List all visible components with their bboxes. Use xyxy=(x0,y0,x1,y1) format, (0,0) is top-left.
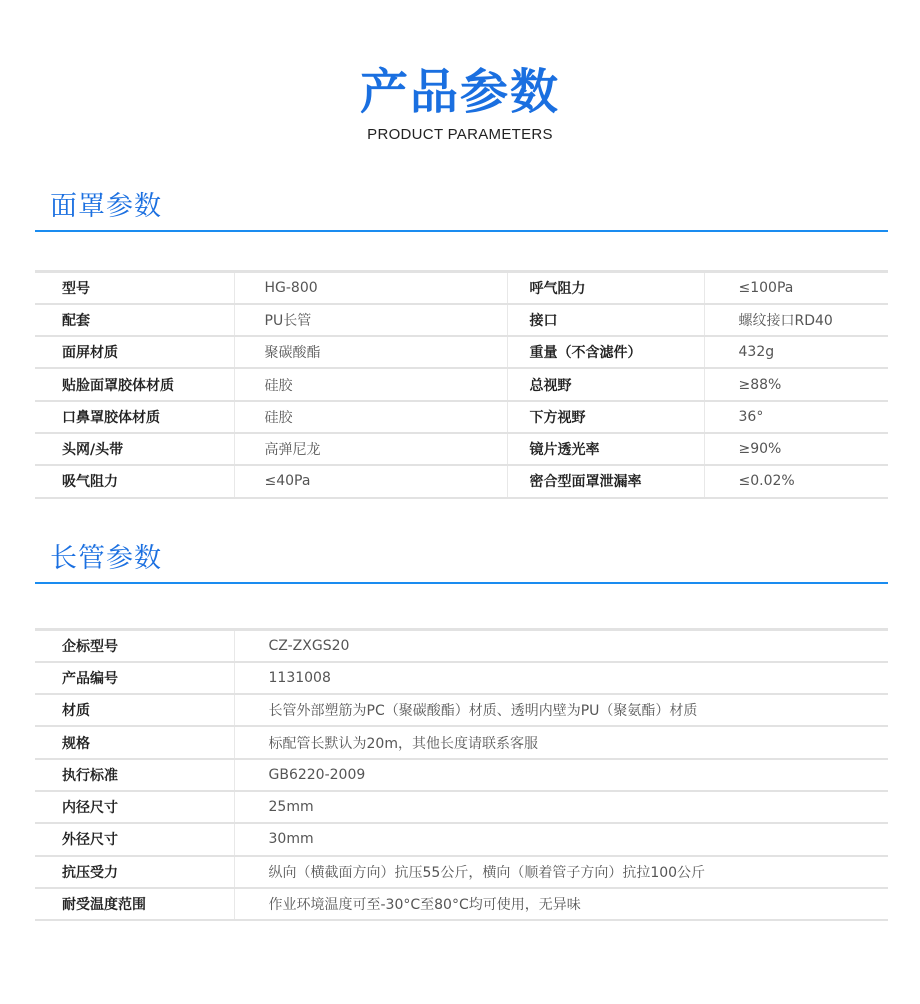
param-label: 贴脸面罩胶体材质 xyxy=(35,368,234,400)
param-value: 高弹尼龙 xyxy=(234,433,507,465)
param-label: 总视野 xyxy=(507,368,704,400)
table-row xyxy=(35,433,888,465)
table-row xyxy=(35,791,888,823)
param-value: 硅胶 xyxy=(234,368,507,400)
table-row xyxy=(35,304,888,336)
param-value: 432g xyxy=(704,336,888,368)
param-label: 企标型号 xyxy=(35,630,234,662)
param-value: ≤100Pa xyxy=(704,272,888,304)
table-row xyxy=(35,662,888,694)
mask-section-title: 面罩参数 xyxy=(50,191,162,222)
param-value: HG-800 xyxy=(234,272,507,304)
param-label: 密合型面罩泄漏率 xyxy=(507,465,704,497)
param-value: GB6220-2009 xyxy=(234,759,888,791)
hose-parameters-table xyxy=(35,628,888,921)
param-label: 呼气阻力 xyxy=(507,272,704,304)
table-row xyxy=(35,694,888,726)
param-label: 吸气阻力 xyxy=(35,465,234,497)
table-row xyxy=(35,856,888,888)
page-subtitle: PRODUCT PARAMETERS xyxy=(367,126,553,143)
param-label: 规格 xyxy=(35,726,234,758)
param-value: ≥90% xyxy=(704,433,888,465)
param-label: 型号 xyxy=(35,272,234,304)
param-label: 接口 xyxy=(507,304,704,336)
param-value: 36° xyxy=(704,401,888,433)
table-row xyxy=(35,726,888,758)
param-value: 硅胶 xyxy=(234,401,507,433)
param-value: 作业环境温度可至-30°C至80°C均可使用，无异味 xyxy=(234,888,888,920)
table-row xyxy=(35,401,888,433)
param-label: 抗压受力 xyxy=(35,856,234,888)
param-value: 25mm xyxy=(234,791,888,823)
table-row xyxy=(35,823,888,855)
param-value: 纵向（横截面方向）抗压55公斤，横向（顺着管子方向）抗拉100公斤 xyxy=(234,856,888,888)
param-value: ≤0.02% xyxy=(704,465,888,497)
param-value: 1131008 xyxy=(234,662,888,694)
param-label: 头网/头带 xyxy=(35,433,234,465)
param-label: 产品编号 xyxy=(35,662,234,694)
param-value: PU长管 xyxy=(234,304,507,336)
table-row xyxy=(35,368,888,400)
table-row xyxy=(35,759,888,791)
hose-section-divider xyxy=(35,582,888,584)
mask-parameters-table xyxy=(35,270,888,499)
param-label: 耐受温度范围 xyxy=(35,888,234,920)
param-value: ≥88% xyxy=(704,368,888,400)
param-label: 配套 xyxy=(35,304,234,336)
table-row xyxy=(35,888,888,920)
param-value: 螺纹接口RD40 xyxy=(704,304,888,336)
mask-section-divider xyxy=(35,230,888,232)
table-row xyxy=(35,465,888,497)
table-row xyxy=(35,336,888,368)
param-value: 标配管长默认为20m，其他长度请联系客服 xyxy=(234,726,888,758)
param-label: 外径尺寸 xyxy=(35,823,234,855)
param-value: 聚碳酸酯 xyxy=(234,336,507,368)
param-label: 镜片透光率 xyxy=(507,433,704,465)
param-label: 口鼻罩胶体材质 xyxy=(35,401,234,433)
param-label: 材质 xyxy=(35,694,234,726)
hose-section-title: 长管参数 xyxy=(50,543,162,574)
param-label: 面屏材质 xyxy=(35,336,234,368)
table-row xyxy=(35,630,888,662)
param-value: CZ-ZXGS20 xyxy=(234,630,888,662)
table-row xyxy=(35,272,888,304)
param-label: 执行标准 xyxy=(35,759,234,791)
param-value: 长管外部塑筋为PC（聚碳酸酯）材质、透明内壁为PU（聚氨酯）材质 xyxy=(234,694,888,726)
page-title: 产品参数 xyxy=(359,64,560,120)
param-value: ≤40Pa xyxy=(234,465,507,497)
param-label: 内径尺寸 xyxy=(35,791,234,823)
param-label: 重量（不含滤件） xyxy=(507,336,704,368)
param-label: 下方视野 xyxy=(507,401,704,433)
param-value: 30mm xyxy=(234,823,888,855)
